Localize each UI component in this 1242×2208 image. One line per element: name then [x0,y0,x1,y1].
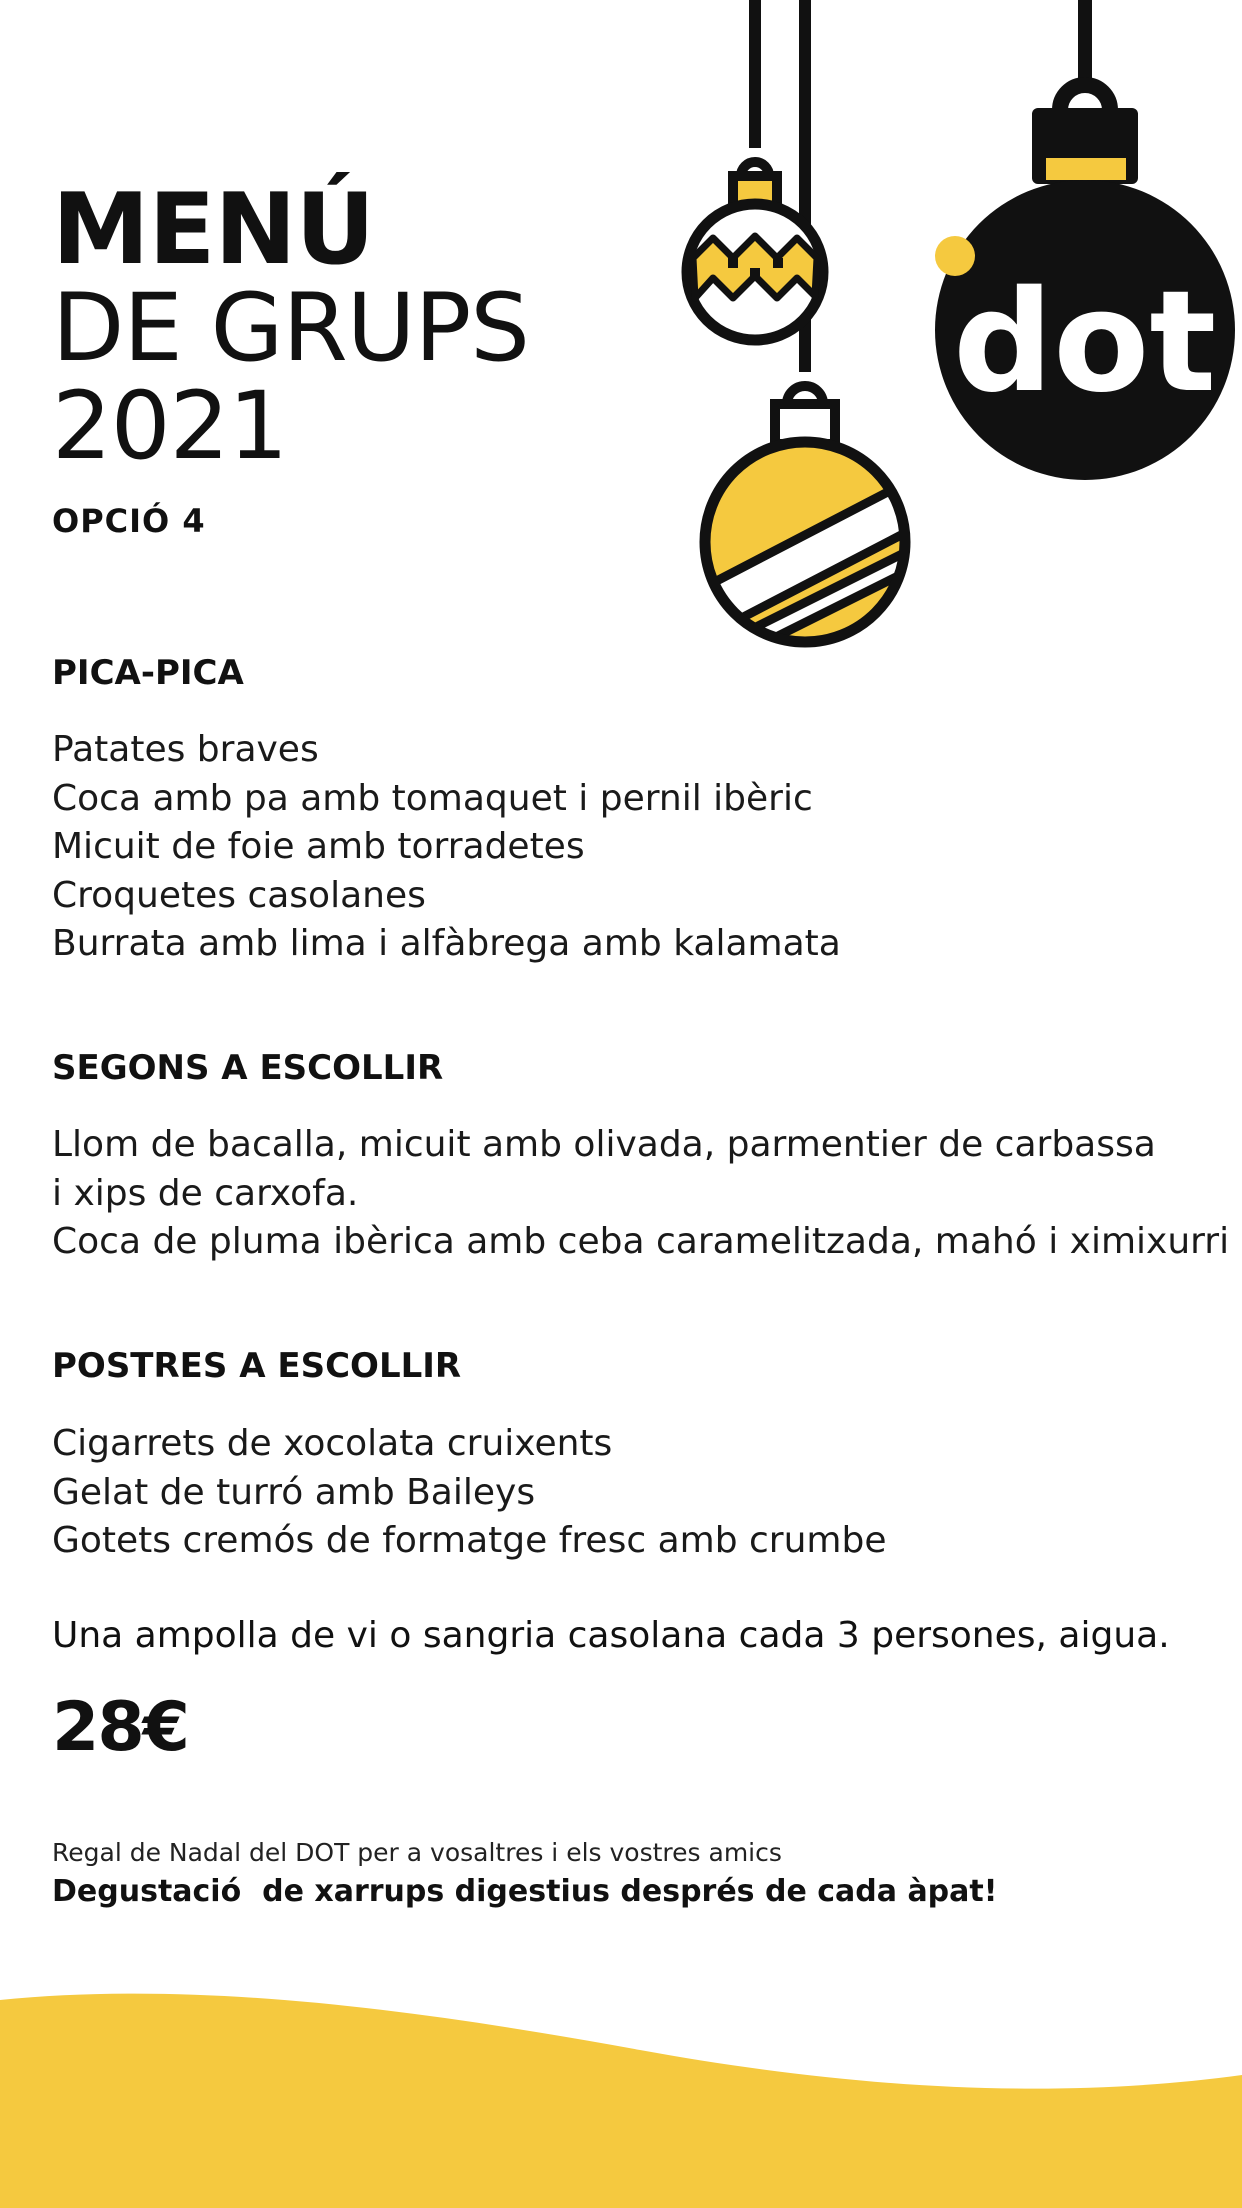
section-heading-segons: SEGONS A ESCOLLIR [52,1048,444,1088]
list-item: Coca de pluma ibèrica amb ceba caramelitzada, mahó i ximixurri [52,1221,1230,1262]
menu-year: 2021 [52,372,288,481]
page-subtitle: DE GRUPS [52,274,529,383]
list-item: Llom de bacalla, micuit amb olivada, parmentier de carbassa [52,1124,1156,1165]
postres-list [52,1420,886,1566]
christmas-ornament-icon [680,386,930,680]
drinks-note: Una ampolla de vi o sangria casolana cada 3 persones, aigua. [52,1615,1170,1656]
ornaments-illustration [660,0,1242,680]
section-heading-pica-pica: PICA-PICA [52,653,244,693]
gift-highlight: Degustació de xarrups digestius després de cada àpat! [52,1874,998,1909]
footer-wave [0,1990,1242,2208]
section-heading-postres: POSTRES A ESCOLLIR [52,1346,462,1386]
list-item: Croquetes casolanes [52,874,426,916]
pica-pica-list [52,726,841,969]
logo-text: dot [953,261,1217,424]
list-item: i xips de carxofa. [52,1172,359,1214]
list-item: Micuit de foie amb torradetes [52,826,585,867]
price: 28€ [52,1688,188,1767]
dot-logo-ornament [935,85,1235,480]
list-item: Coca amb pa amb tomaquet i pernil ibèric [52,777,813,819]
list-item: Burrata amb lima i alfàbrega amb kalamata [52,923,841,964]
list-item: Gelat de turró amb Baileys [52,1471,536,1513]
gift-note: Regal de Nadal del DOT per a vosaltres i els vostres amics [52,1838,782,1867]
segons-list [52,1121,1229,1267]
list-item: Cigarrets de xocolata cruixents [52,1423,613,1464]
list-item: Gotets cremós de formatge fresc amb crumbe [52,1520,887,1561]
title-block [52,173,529,540]
menu-option-label: OPCIÓ 4 [52,502,206,540]
page-title: MENÚ [52,173,375,287]
list-item: Patates braves [52,729,319,770]
